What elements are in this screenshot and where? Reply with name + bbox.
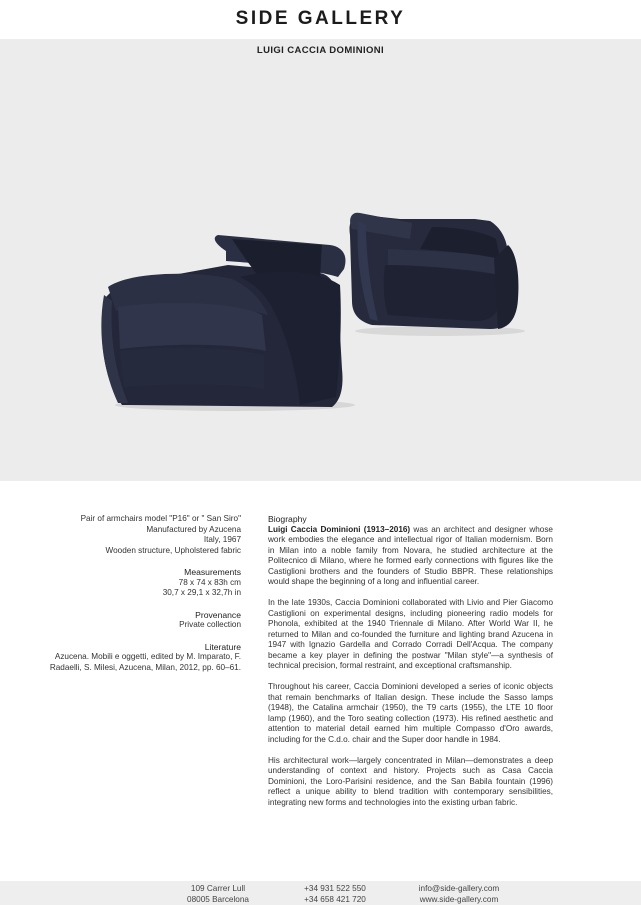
- address-line: 08005 Barcelona: [187, 895, 249, 904]
- footer-phones: [290, 883, 380, 905]
- footer-contact: [406, 883, 512, 905]
- provenance: Private collection: [179, 620, 241, 629]
- bio-paragraph: His architectural work—largely concentrated in Milan—demonstrates a deep understanding of context and history. Projects such as Casa Caccia Dominioni, the Loro-Parisini residence, and the San Babila fountain (1996) reflect a unique ability to blend tradition with contemporary sensibilities, integrating new forms and technologies into the existing urban fabric.: [268, 755, 553, 807]
- bio-text: was an architect and designer whose work embodies the elegance and intellectual rigor of Italian modernism. Born in Milan into a noble family from Novara, he studied architecture at the Politecnico di Milano, where he formed early connections with figures like the Castiglioni brothers and the founders of Studio BBPR. These relationships would shape the beginning of a long and influential career.: [268, 524, 553, 586]
- armchair-back: [350, 213, 519, 329]
- email-link[interactable]: info@side-gallery.com: [418, 884, 500, 893]
- artist-name: LUIGI CACCIA DOMINIONI: [256, 45, 385, 56]
- biography-heading: Biography: [268, 514, 307, 524]
- armchair-front: [101, 235, 345, 407]
- footer: [0, 881, 641, 905]
- provenance-heading: Provenance: [195, 609, 241, 620]
- product-photo: [0, 39, 641, 481]
- bio-name: Luigi Caccia Dominioni (1913–2016): [268, 524, 411, 534]
- bio-paragraph: [268, 525, 553, 588]
- website-link[interactable]: www.side-gallery.com: [419, 895, 499, 904]
- literature-line: Azucena. Mobili e oggetti, edited by M. Imparato, F.: [54, 652, 241, 661]
- measurements-heading: Measurements: [184, 567, 241, 577]
- phone-link[interactable]: +34 931 522 550: [304, 884, 366, 893]
- biography: [268, 514, 553, 819]
- literature-line: Radaelli, S. Milesi, Azucena, Milan, 2012, pp. 60–61.: [49, 662, 241, 672]
- materials: Wooden structure, Upholstered fabric: [105, 545, 241, 555]
- literature-heading: Literature: [204, 641, 241, 652]
- address-line: 109 Carrer Lull: [190, 884, 246, 893]
- product-title: Pair of armchairs model "P16" or " San Siro": [80, 514, 241, 523]
- phone-link[interactable]: +34 658 421 720: [304, 895, 366, 904]
- bio-paragraph: In the late 1930s, Caccia Dominioni collaborated with Livio and Pier Giacomo Castiglioni on experimental designs, including pioneering radio models for Phonola, exhibited at the 1940 Triennale di Milano. After World War II, he returned to Milan and co-founded the furniture and lighting brand Azucena in 1947 with Ignazio Gardella and Corrado Corradi Dell'Acqua. The company became a key player in defining the postwar "Milan style"—a synthesis of technical precision, formal restraint, and exceptional craftsmanship.: [268, 598, 553, 670]
- bio-paragraph: Throughout his career, Caccia Dominioni developed a series of iconic objects that remain benchmarks of Italian design. These include the Sasso lamps (1948), the Catalina armchair (1950), the T9 carts (1955), the LTE 10 floor lamp (1960), and the Toro seating collection (1973). His refined aesthetic and attention to material detail earned him multiple Compasso d'Oro awards, including for the C.d.o. chair and the Super door handle in 1984.: [268, 682, 553, 744]
- measurements-cm: 78 x 74 x 83h cm: [178, 577, 241, 587]
- manufacturer: Manufactured by Azucena: [146, 524, 241, 534]
- product-details: [20, 514, 241, 673]
- measurements-in: 30,7 x 29,1 x 32,7h in: [162, 588, 241, 597]
- gallery-logo: SIDE GALLERY: [235, 8, 406, 29]
- footer-address: [178, 883, 258, 905]
- armchairs-image: [0, 39, 641, 481]
- origin: Italy, 1967: [203, 535, 241, 544]
